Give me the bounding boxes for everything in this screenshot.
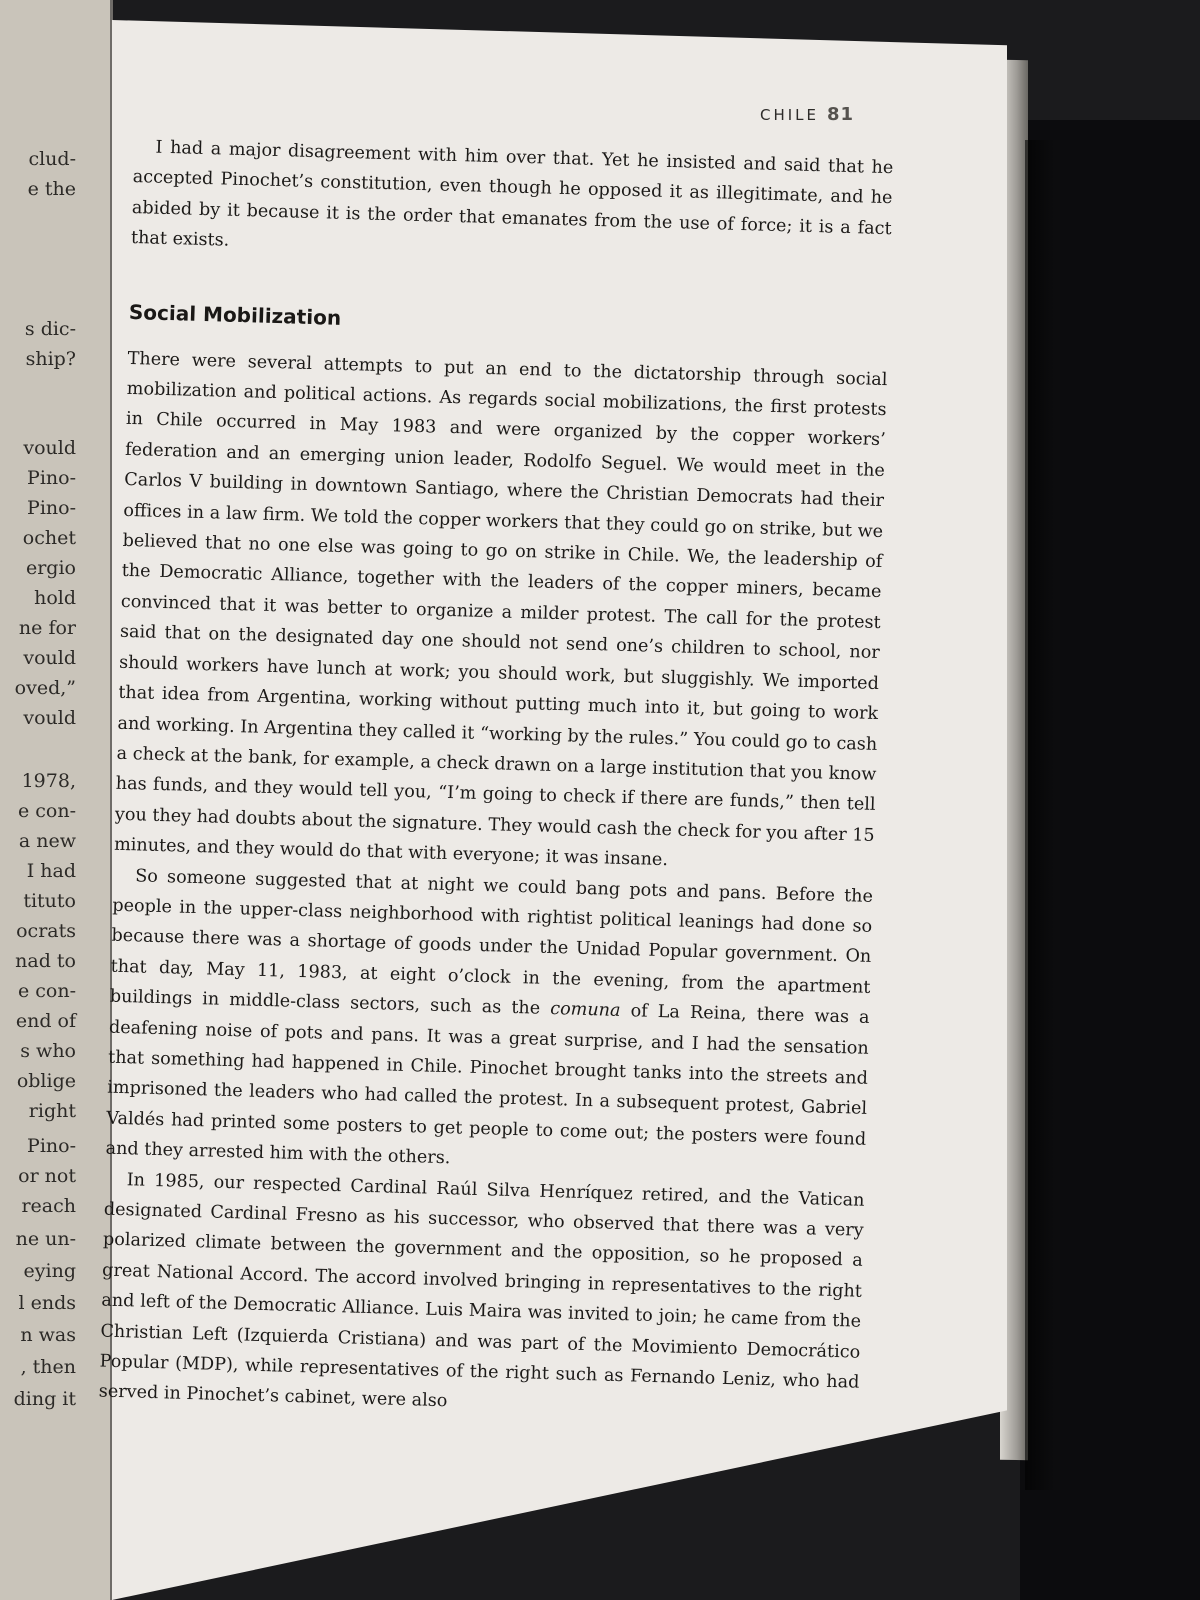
left-page-fragment: hold	[34, 587, 76, 609]
paragraph: There were several attempts to put an end to the dictatorship through social mobilization and political actions. As regards social mobilizations, the first protests in Chile occurred in May 1983 and were organized by the copper workers’ federation and an emerging union leader, Rodolfo Seguel. We would meet in the Carlos V building in downtown Santiago, where the Christian Democrats had their offices in a law firm. We told the copper workers that they could go on strike, but we believed that no one else was going to go on strike in Chile. We, the leadership of the Democratic Alliance, together with the leaders of the copper miners, became convinced that it was better to organize a milder protest. The call for the protest said that on the designated day one should not send one’s children to school, nor should workers have lunch at work; you should work, but sluggishly. We imported that idea from Argentina, working without putting much into it, but going to work and working. In Argentina they called it “working by the rules.” You could go to cash a check at the bank, for example, a check drawn on a large institution that you know has funds, and they would tell you, “I’m going to check if there are funds,” then tell you they had doubts about the signature. They would cash the check for you after 15 minutes, and they would do that with everyone; it was insane.	[113, 348, 888, 871]
paragraph	[105, 860, 873, 1185]
left-page-fragment: 1978,	[21, 770, 76, 792]
left-page-fragment: vould	[23, 707, 76, 729]
left-page-fragment: e con-	[17, 800, 76, 822]
page-number: 81	[827, 104, 855, 125]
left-page-fragment: ergio	[25, 557, 76, 579]
left-page-fragment: vould	[23, 647, 76, 669]
left-page-fragment: e con-	[17, 980, 76, 1002]
left-page-fragment: , then	[20, 1356, 76, 1378]
left-page-fragment: s who	[20, 1040, 76, 1062]
italic-term: comuna	[549, 999, 621, 1022]
left-page-fragment: right	[28, 1100, 76, 1122]
paragraph-continuation: I had a major disagreement with him over that. Yet he insisted and said that he accepted Pinochet’s constitution, even though he opposed it as illegitimate, and he abided by it because it is the order that emanates from the use of force; it is a fact that exists.	[130, 137, 894, 251]
paragraph-text: So someone suggested that at night we could bang pots and pans. Before the people in the upper-class neighborhood with rightist political leanings had done so because there was a shortage of goods under the Unidad Popular government. On that day, May 11, 1983, at eight o’clock in the evening, from the apartment buildings in middle-class sectors, such as the	[109, 865, 874, 1020]
left-page-fragment: Pino-	[27, 497, 76, 519]
left-page-fragment: reach	[21, 1195, 76, 1217]
left-page-fragment: tituto	[23, 890, 76, 912]
left-page-fragment: ship?	[25, 348, 76, 370]
paragraph-text: of La Reina, there was a deafening noise of pots and pans. It was a great surprise, and I had the sensation that something had happened in Chile. Pinochet brought tanks into the streets and imprisoned the leaders who had called the protest. In a subsequent protest, Gabriel Valdés had printed some posters to get people to come out; the posters were found and they arrested him with the others.	[105, 1001, 870, 1169]
left-facing-page	[0, 0, 113, 1600]
running-header	[760, 104, 854, 125]
left-page-fragment: oblige	[16, 1070, 76, 1092]
left-page-fragment: ne un-	[15, 1228, 76, 1250]
page-shadow	[1025, 140, 1055, 1490]
left-page-fragment: oved,”	[14, 677, 76, 699]
left-page-fragment: or not	[18, 1165, 76, 1187]
left-page-fragment: eying	[23, 1260, 76, 1282]
left-page-fragment: Pino-	[27, 1135, 76, 1157]
left-page-fragment: ding it	[13, 1388, 76, 1410]
running-head-title: CHILE	[760, 106, 820, 124]
left-page-fragment: clud-	[28, 148, 76, 170]
left-page-fragment: n was	[20, 1324, 76, 1346]
left-page-fragment: ne for	[18, 617, 76, 639]
left-page-fragment: e the	[27, 178, 76, 200]
left-page-fragment: I had	[26, 860, 76, 882]
left-page-fragment: nad to	[15, 950, 76, 972]
left-page-fragment: ocrats	[16, 920, 76, 942]
section-heading: Social Mobilization	[128, 299, 342, 330]
left-page-fragment: l ends	[18, 1292, 76, 1314]
left-page-fragment: ochet	[22, 527, 76, 549]
paragraph: In 1985, our respected Cardinal Raúl Silva Henríquez retired, and the Vatican designated Cardinal Fresno as his successor, who observed that there was a very polarized climate between the government and the opposition, so he proposed a great National Accord. The accord involved bringing in representatives to the right and left of the Democratic Alliance. Luis Maira was invited to join; he came from the Christian Left (Izquierda Cristiana) and was part of the Movimiento Democrático Popular (MDP), while representatives of the right such as Fernando Leniz, who had served in Pinochet’s cabinet, were also	[98, 1169, 865, 1412]
left-page-fragment: vould	[23, 437, 76, 459]
left-page-fragment: s dic-	[24, 318, 76, 340]
left-page-fragment: end of	[15, 1010, 76, 1032]
left-page-fragment: a new	[18, 830, 76, 852]
page-body	[98, 132, 893, 1429]
left-page-fragment: Pino-	[27, 467, 76, 489]
